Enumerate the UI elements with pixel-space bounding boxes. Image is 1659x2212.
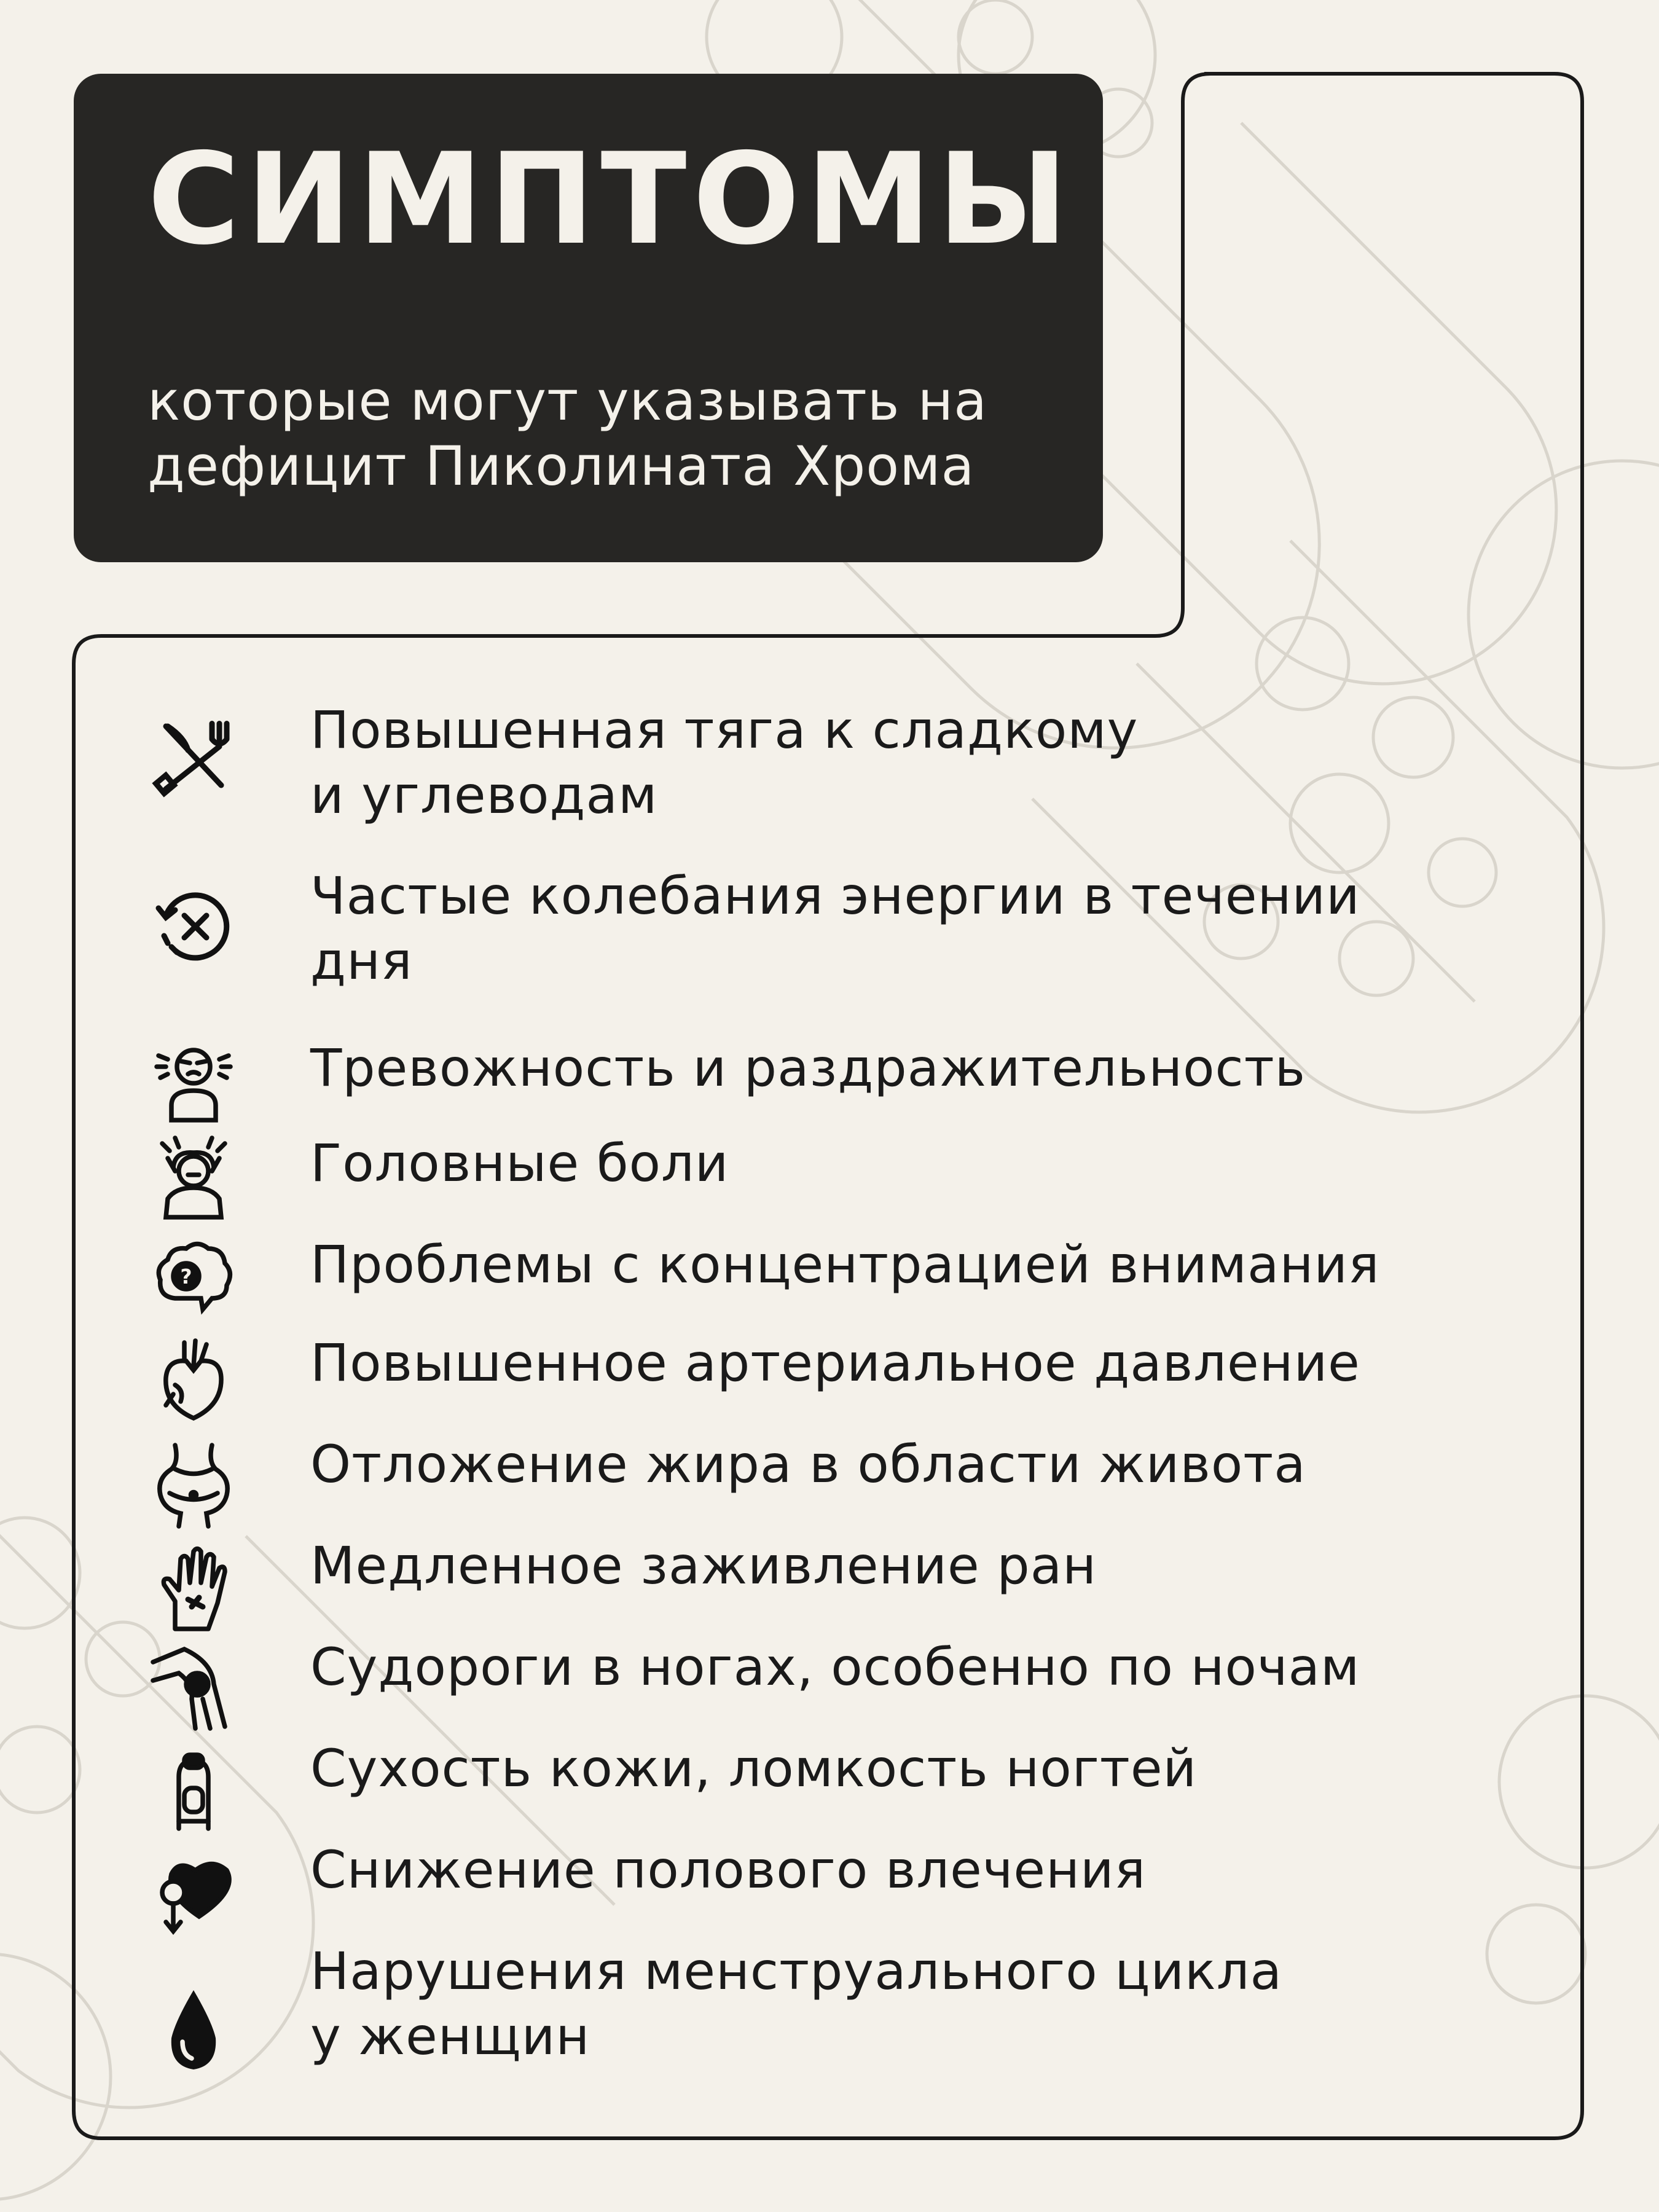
svg-text:?: ? (180, 1265, 192, 1288)
page-title: СИМПТОМЫ (147, 127, 1075, 273)
belly-fat-icon (147, 1438, 240, 1530)
symptom-text: Сухость кожи, ломкость ногтей (310, 1738, 1198, 1798)
stressed-person-icon (147, 1035, 240, 1128)
symptom-text: Судороги в ногах, особенно по ночам (310, 1637, 1360, 1697)
wounded-hand-icon (147, 1542, 240, 1634)
headache-person-icon (147, 1131, 240, 1223)
symptom-text: Повышенное артериальное давление (310, 1333, 1360, 1393)
fingernail-icon (147, 1742, 240, 1834)
symptom-text: Медленное заживление ран (310, 1535, 1097, 1596)
heart-gender-icon (147, 1846, 240, 1939)
symptom-text: Тревожность и раздражительность (310, 1038, 1306, 1098)
symptom-text: Проблемы с концентрацией внимания (310, 1234, 1380, 1295)
cancel-cycle-icon (147, 879, 240, 971)
heart-organ-icon (147, 1333, 240, 1426)
knee-joint-icon (147, 1644, 240, 1736)
blood-drop-icon (147, 1985, 240, 2077)
symptom-text: Головные боли (310, 1133, 729, 1193)
symptom-text: Снижение полового влечения (310, 1840, 1147, 1900)
fork-knife-crossed-icon (147, 710, 240, 802)
brain-question-icon (147, 1232, 240, 1324)
symptom-text: Отложение жира в области живота (310, 1434, 1306, 1494)
symptom-text: Повышенная тяга к сладкому и углеводам (310, 700, 1139, 825)
symptom-text: Нарушения менструального цикла у женщин (310, 1941, 1282, 2066)
symptom-text: Частые колебания энергии в течении дня (310, 866, 1360, 991)
page-subtitle: которые могут указывать на дефицит Пиколината Хрома (147, 369, 988, 498)
